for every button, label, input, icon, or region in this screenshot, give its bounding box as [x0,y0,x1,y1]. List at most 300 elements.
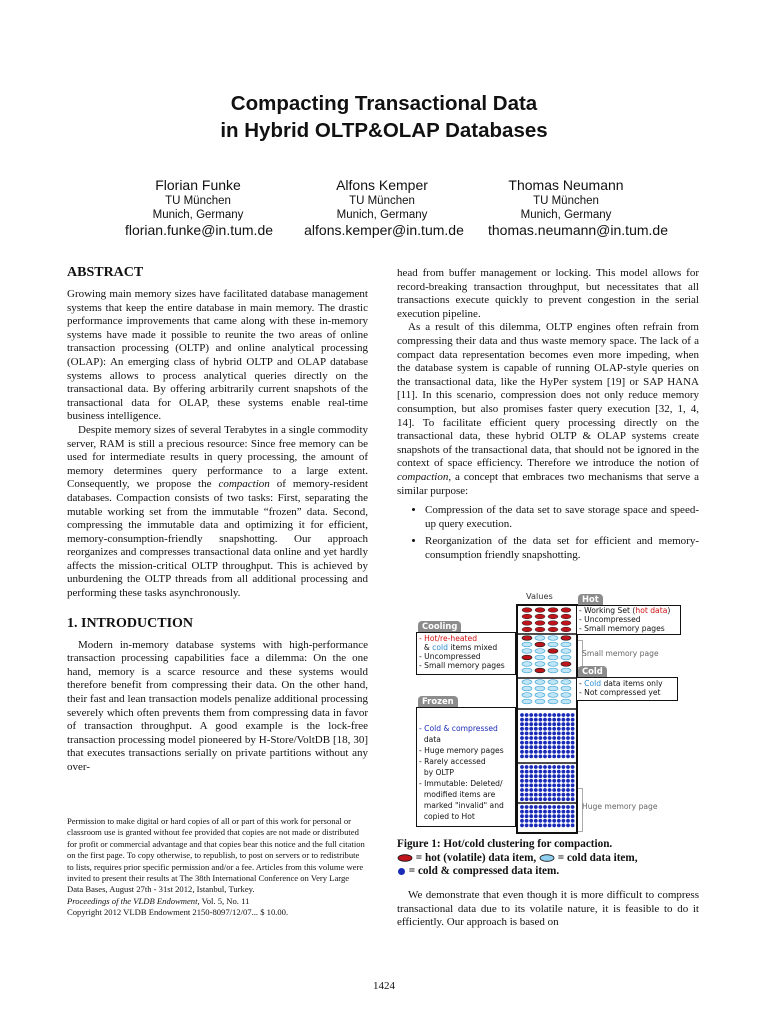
cold-item [548,642,558,647]
abstract-heading: ABSTRACT [67,265,144,280]
compressed-item [520,779,524,783]
compressed-item [529,765,533,769]
compressed-item [562,814,566,818]
cold-item [535,680,545,685]
hot-item [548,621,558,626]
hot-item [561,636,571,641]
compressed-item [534,824,538,828]
compressed-item [543,765,547,769]
compressed-item [548,810,552,814]
hot-item [522,608,532,613]
compressed-item [566,765,570,769]
cooling-tag: Cooling [418,621,461,632]
compressed-item [552,797,556,801]
compressed-item [543,824,547,828]
compressed-item [525,765,529,769]
compressed-item [539,718,543,722]
compressed-item [548,770,552,774]
compressed-item [520,722,524,726]
compressed-item [552,722,556,726]
intro-paragraph-1: Modern in-memory database systems with high-performance transaction processing capabilities face a dilemma: On the one hand, memory is a scarce resource and these systems would therefore benefit from compressing their data. On the other hand, their fast and lean transaction models penalize additional processing severely which often prevents them from compressing data in favor of transaction throughput. A good example is the lock-free transaction processing model pioneered by H-Store/VoltDB [18, 30] that executes transactions serially on private partitions without any over- [67,638,368,773]
cooling-line-4: - Small memory pages [419,661,505,670]
compressed-item [529,814,533,818]
compressed-item [520,770,524,774]
compressed-item [566,722,570,726]
compressed-item [543,805,547,809]
compressed-item [525,732,529,736]
compressed-item [529,824,533,828]
compressed-item [548,722,552,726]
hot-item [522,614,532,619]
compressed-item [539,732,543,736]
hot-item [535,668,545,673]
compressed-item [539,784,543,788]
compressed-item [571,824,575,828]
author-2 [282,176,482,222]
compressed-item [557,797,561,801]
compressed-item [529,732,533,736]
compressed-item [562,810,566,814]
right-paragraph-3: We demonstrate that even though it is more difficult to compress transactional data due to its volatile nature, it is feasible to do it efficiently. Our approach is based on [397,889,699,929]
huge-memory-page-label: Huge memory page [582,802,658,811]
cold-item [548,655,558,660]
right-paragraph-2: As a result of this dilemma, OLTP engines often refrain from compressing their data and thus waste memory space. The lack of a compact data representation becomes even more impeding, when the database system is capable of running OLAP-style queries on the transactional data, like the HyPer system [19] or SAP HANA [11]. In this scenario, compression does not only reduce memory consumption, but also promises faster query execution [32, 1, 4, 14]. To facilitate efficient query processing directly on the transactional data, these hybrid OLTP & OLAP systems create snapshots of the transactional data, that should not be ignored in the context of space efficiency. Therefore we introduce the notion of compaction, a concept that embraces two mechanisms that serve a similar purpose: [397,321,699,497]
compressed-item [562,797,566,801]
compressed-item [539,713,543,717]
compressed-item [539,727,543,731]
compressed-item [548,819,552,823]
cold-item-icon [539,854,555,862]
cold-item [561,699,571,704]
compressed-item [562,770,566,774]
compressed-item [562,732,566,736]
cold-line-2: - Not compressed yet [579,688,661,697]
compressed-item [529,718,533,722]
compressed-item [534,793,538,797]
cooling-box [416,632,516,675]
compressed-item [557,750,561,754]
bullet-item: • Compression of the data set to save storage space and speed-up query execution. [425,504,699,531]
hot-item [535,614,545,619]
compressed-item [525,736,529,740]
introduction-heading: 1. INTRODUCTION [67,615,194,631]
compressed-item [534,810,538,814]
hot-item [548,649,558,654]
compressed-item [566,732,570,736]
compressed-item [571,774,575,778]
compressed-item [566,784,570,788]
compressed-item [529,797,533,801]
compressed-item [543,727,547,731]
hot-item-icon [397,854,413,862]
compressed-item [529,755,533,759]
left-column [67,265,368,775]
right-column [397,267,699,566]
proceedings-line: Proceedings of the VLDB Endowment, Vol. 5, No. 11 [67,895,250,906]
compressed-item [539,774,543,778]
author-name: Alfons Kemper [336,177,428,193]
compressed-item [520,741,524,745]
compressed-item [552,784,556,788]
compressed-item [566,718,570,722]
compressed-item [525,727,529,731]
hot-item [535,642,545,647]
frozen-line-8: marked "invalid" and [419,801,504,810]
cold-item [561,649,571,654]
compressed-item [543,784,547,788]
compressed-item [534,784,538,788]
compressed-item [539,805,543,809]
compressed-item [566,713,570,717]
compressed-item [525,784,529,788]
author-city: Munich, Germany [336,209,428,221]
compressed-item [529,784,533,788]
compressed-item [548,805,552,809]
compressed-item [534,750,538,754]
compressed-item [552,755,556,759]
compressed-item [543,793,547,797]
cold-item [561,686,571,691]
compressed-item [566,770,570,774]
hot-item [548,614,558,619]
author-city: Munich, Germany [520,209,612,221]
compressed-item [571,727,575,731]
compressed-item [562,736,566,740]
author-1-email[interactable]: florian.funke@in.tum.de [124,222,274,238]
compressed-item [529,722,533,726]
author-name: Florian Funke [155,177,241,193]
compressed-item [520,810,524,814]
compressed-item [525,797,529,801]
cold-item [548,699,558,704]
compressed-item [539,745,543,749]
cold-item [548,686,558,691]
frozen-line-6: - Immutable: Deleted/ [419,779,503,788]
compressed-item [543,713,547,717]
frozen-tag: Frozen [418,696,458,707]
compressed-item [534,736,538,740]
compressed-item [571,819,575,823]
cold-item [561,680,571,685]
bullet-item: • Reorganization of the data set for efficient and memory-consumption friendly snapshotting. [425,535,699,562]
compressed-item [520,774,524,778]
compressed-item [557,770,561,774]
hot-item [548,627,558,632]
compressed-item [525,713,529,717]
compressed-item [520,819,524,823]
compressed-item [534,755,538,759]
compressed-item [566,797,570,801]
compressed-item [566,755,570,759]
compressed-item [525,810,529,814]
compressed-item [566,788,570,792]
compressed-item [557,819,561,823]
cold-item [535,655,545,660]
cold-item [522,680,532,685]
cold-item [522,642,532,647]
hot-line-3: - Small memory pages [579,624,665,633]
compressed-item [566,819,570,823]
author-3-email[interactable]: thomas.neumann@in.tum.de [488,222,668,238]
compressed-item [557,779,561,783]
compressed-item [562,713,566,717]
compressed-item [571,765,575,769]
compressed-item [571,713,575,717]
permission-footnote [67,816,367,919]
compressed-item [557,736,561,740]
compressed-item [548,736,552,740]
compressed-item [520,755,524,759]
frozen-line-3: - Huge memory pages [419,746,504,755]
compressed-item [557,718,561,722]
cold-item [561,693,571,698]
compressed-item [539,814,543,818]
compressed-item [548,784,552,788]
compressed-item [552,736,556,740]
compressed-item [525,722,529,726]
author-3 [466,176,666,222]
compressed-item [557,774,561,778]
compressed-item [571,718,575,722]
compressed-item [552,805,556,809]
compressed-item [562,793,566,797]
small-memory-page-label: Small memory page [582,649,659,658]
compressed-item [525,793,529,797]
cold-item [548,668,558,673]
compressed-item [552,765,556,769]
compressed-item [571,722,575,726]
compressed-item [548,732,552,736]
compressed-item [529,805,533,809]
compressed-item [552,741,556,745]
compressed-item [562,805,566,809]
compressed-item [552,824,556,828]
compressed-item [571,805,575,809]
title-line-2: in Hybrid OLTP&OLAP Databases [220,119,548,142]
compressed-item [566,805,570,809]
abstract-paragraph-2: Despite memory sizes of several Terabytes in a single commodity server, RAM is still a precious resource: Since free memory can be used for intermediate results in query processing, the amount of memory determines query performance to a large extent. Consequently, we propose the compaction of memory-resident databases. Compaction consists of two tasks: First, separating the mutable working set from the immutable “frozen” data. Second, compressing the immutable data and optimizing it for efficient, memory-consumption-friendly snapshotting. Our approach reorganizes and compresses transactional data online and yet hardly affects the mission-critical OLTP throughput. This is achieved by unburdening the OLTP threads from all additional processing and performing these tasks asynchronously. [67,423,368,600]
title-line-1: Compacting Transactional Data [230,92,538,115]
compressed-item [571,741,575,745]
compressed-item [543,732,547,736]
author-2-email[interactable]: alfons.kemper@in.tum.de [304,222,464,238]
hot-item [561,662,571,667]
compressed-item [534,745,538,749]
hot-item [522,655,532,660]
compressed-item [571,779,575,783]
compressed-item [529,819,533,823]
compressed-item [562,750,566,754]
cold-item [522,686,532,691]
compressed-item [552,810,556,814]
compressed-item [552,779,556,783]
compressed-item [543,810,547,814]
compressed-item [571,793,575,797]
cold-item [548,680,558,685]
figure-caption [397,838,702,879]
cooling-line-1: - Hot/re-heated [419,634,478,643]
compressed-item [548,779,552,783]
compressed-item [566,824,570,828]
compressed-item [566,814,570,818]
compressed-item [548,774,552,778]
compressed-item [543,770,547,774]
author-affiliation: TU München [165,195,231,207]
hot-item [535,627,545,632]
compressed-item [529,774,533,778]
cold-line-1: - Cold data items only [579,679,663,688]
cold-item [535,636,545,641]
compressed-item [548,765,552,769]
compressed-item [520,736,524,740]
hot-item [522,621,532,626]
compressed-item [552,793,556,797]
right-paragraph-1: head from buffer management or locking. This model allows for record-breaking transaction throughput, but necessitates that all transactions execute quickly to prevent congestion in the serial execution pipeline. [397,267,699,320]
compressed-item [548,727,552,731]
compressed-item [520,745,524,749]
compressed-item [534,732,538,736]
frozen-box [416,707,516,827]
cold-item [561,655,571,660]
compressed-item [562,779,566,783]
cold-tag: Cold [578,666,607,677]
compressed-item [539,722,543,726]
frozen-line-9: copied to Hot [419,812,475,821]
caption-line-1: Figure 1: Hot/cold clustering for compaction. [397,838,613,850]
compressed-item [548,713,552,717]
compressed-item [534,718,538,722]
author-affiliation: TU München [533,195,599,207]
compressed-item [557,765,561,769]
hot-line-1: - Working Set (hot data) [579,606,671,615]
compressed-item [525,770,529,774]
compressed-item [543,750,547,754]
cold-item [561,668,571,673]
compressed-item [525,718,529,722]
hot-item [548,608,558,613]
cold-item [548,662,558,667]
compressed-item [557,810,561,814]
page-number: 1424 [373,980,395,992]
compressed-item [520,727,524,731]
compressed-item [562,765,566,769]
compressed-item [557,727,561,731]
compressed-item [520,788,524,792]
compressed-item [543,741,547,745]
compressed-item [571,770,575,774]
hot-item [561,627,571,632]
compressed-item [525,788,529,792]
compressed-item [525,774,529,778]
compressed-item [562,741,566,745]
author-city: Munich, Germany [152,209,244,221]
compressed-item [548,745,552,749]
compressed-item [520,718,524,722]
compressed-item [520,814,524,818]
cold-item [522,668,532,673]
compressed-item [548,814,552,818]
compressed-item [534,765,538,769]
compressed-item-icon [397,867,406,876]
compressed-item [543,722,547,726]
compressed-item [557,732,561,736]
hot-tag: Hot [578,594,603,605]
compressed-item [566,774,570,778]
hot-item [561,614,571,619]
compressed-item [534,819,538,823]
author-name: Thomas Neumann [508,177,624,193]
cold-item [561,642,571,647]
compressed-item [525,824,529,828]
compressed-item [552,732,556,736]
compressed-item [557,824,561,828]
compressed-item [529,770,533,774]
right-column-continued [397,889,699,930]
compressed-item [566,741,570,745]
cold-item [522,699,532,704]
compressed-item [557,814,561,818]
compressed-item [557,741,561,745]
compressed-item [566,793,570,797]
compressed-item [543,774,547,778]
compressed-item [566,727,570,731]
cold-item [548,693,558,698]
compressed-item [539,765,543,769]
frozen-line-5: by OLTP [419,768,454,777]
compressed-item [534,770,538,774]
hot-box [576,605,681,635]
compressed-item [520,797,524,801]
frozen-line-2: data [419,735,441,744]
hot-item [535,621,545,626]
compressed-item [543,819,547,823]
compressed-item [520,732,524,736]
cold-item [535,699,545,704]
compressed-item [534,814,538,818]
compressed-item [539,824,543,828]
compressed-item [534,713,538,717]
compressed-item [548,788,552,792]
compressed-item [520,713,524,717]
compressed-item [571,755,575,759]
compressed-item [548,755,552,759]
cold-item [522,662,532,667]
compressed-item [557,784,561,788]
cooling-line-3: - Uncompressed [419,652,481,661]
compressed-item [552,745,556,749]
compressed-item [543,736,547,740]
compressed-item [534,797,538,801]
compressed-item [529,810,533,814]
compressed-item [520,805,524,809]
compressed-item [566,810,570,814]
compressed-item [543,814,547,818]
cold-item [535,686,545,691]
compressed-item [557,755,561,759]
frozen-line-4: - Rarely accessed [419,757,486,766]
memory-column [516,604,578,834]
compressed-item [562,755,566,759]
compressed-item [562,819,566,823]
compressed-item [525,779,529,783]
compressed-item [543,718,547,722]
compressed-item [552,718,556,722]
compressed-item [548,718,552,722]
compressed-item [557,722,561,726]
compressed-item [529,788,533,792]
compressed-item [539,819,543,823]
compressed-item [562,824,566,828]
